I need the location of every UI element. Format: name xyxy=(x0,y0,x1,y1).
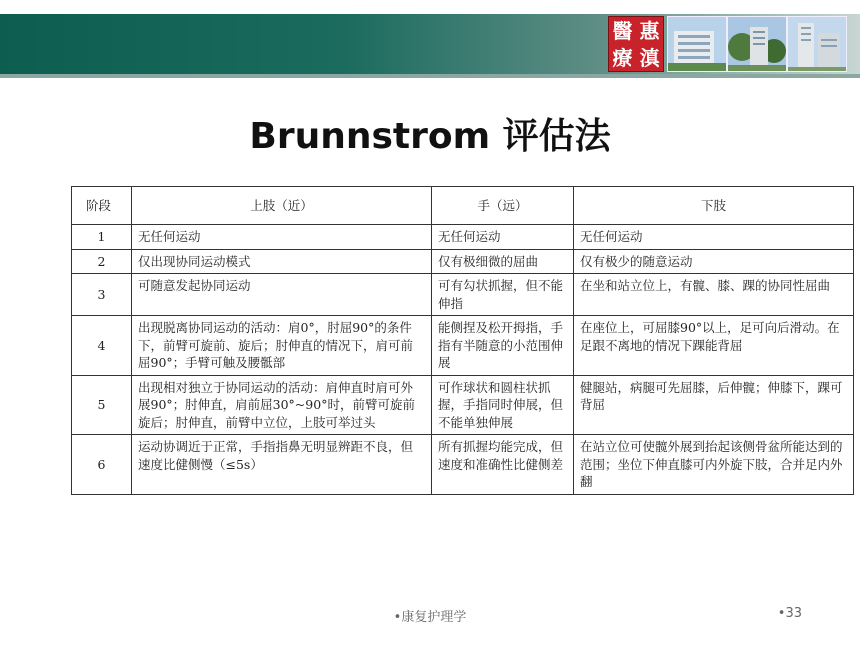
logo-char: 醫 xyxy=(612,18,633,43)
lower-limb-cell: 在坐和站立位上，有髋、膝、踝的协同性屈曲 xyxy=(574,274,854,316)
table-row xyxy=(72,274,854,316)
stage-cell: 4 xyxy=(72,316,132,376)
stage-cell: 1 xyxy=(72,225,132,250)
lower-limb-cell: 健腿站，病腿可先屈膝，后伸髋；伸膝下，踝可背屈 xyxy=(574,375,854,435)
page-title: Brunnstrom 评估法 xyxy=(249,116,611,157)
lower-limb-cell: 仅有极少的随意运动 xyxy=(574,249,854,274)
stage-cell: 6 xyxy=(72,435,132,495)
lower-limb-cell: 在站立位可使髋外展到抬起该侧骨盆所能达到的范围；坐位下伸直膝可内外旋下肢，合并足内外翻 xyxy=(574,435,854,495)
hospital-photo-1 xyxy=(667,16,727,72)
stage-cell: 5 xyxy=(72,375,132,435)
hospital-photo-2 xyxy=(727,16,787,72)
hospital-photo-3 xyxy=(787,16,847,72)
logo-char: 滇 xyxy=(639,45,660,70)
table-row xyxy=(72,249,854,274)
header-lower-limb: 下肢 xyxy=(574,187,854,225)
stage-cell: 2 xyxy=(72,249,132,274)
upper-limb-cell: 仅出现协同运动模式 xyxy=(132,249,432,274)
brunnstrom-table xyxy=(71,186,854,495)
page-number: •33 xyxy=(777,606,802,621)
upper-limb-cell: 运动协调近于正常，手指指鼻无明显辨距不良，但速度比健侧慢（≤5s） xyxy=(132,435,432,495)
upper-limb-cell: 出现脱离协同运动的活动：肩0°，肘屈90°的条件下，前臂可旋前、旋后；肘伸直的情况下，肩可前屈90°；手臂可触及腰骶部 xyxy=(132,316,432,376)
header-divider xyxy=(0,74,860,78)
header-upper-limb: 上肢（近） xyxy=(132,187,432,225)
table-row xyxy=(72,225,854,250)
table-row xyxy=(72,316,854,376)
lower-limb-cell: 在座位上，可屈膝90°以上，足可向后滑动。在足跟不离地的情况下踝能背屈 xyxy=(574,316,854,376)
hand-cell: 仅有极细微的屈曲 xyxy=(432,249,574,274)
hand-cell: 可有勾状抓握，但不能伸指 xyxy=(432,274,574,316)
table-header-row xyxy=(72,187,854,225)
upper-limb-cell: 可随意发起协同运动 xyxy=(132,274,432,316)
lower-limb-cell: 无任何运动 xyxy=(574,225,854,250)
upper-limb-cell: 出现相对独立于协同运动的活动：肩伸直时肩可外展90°；肘伸直，肩前屈30°~90°时，前臂可旋前旋后；肘伸直，前臂中立位，上肢可举过头 xyxy=(132,375,432,435)
hand-cell: 所有抓握均能完成，但速度和准确性比健侧差 xyxy=(432,435,574,495)
upper-limb-cell: 无任何运动 xyxy=(132,225,432,250)
hospital-logo xyxy=(608,16,664,72)
hand-cell: 能侧捏及松开拇指，手指有半随意的小范围伸展 xyxy=(432,316,574,376)
footer-course-name: •康复护理学 xyxy=(393,610,467,625)
table-row xyxy=(72,375,854,435)
stage-cell: 3 xyxy=(72,274,132,316)
table-row xyxy=(72,435,854,495)
hand-cell: 无任何运动 xyxy=(432,225,574,250)
header-stage: 阶段 xyxy=(72,187,132,225)
logo-char: 療 xyxy=(612,45,633,70)
header-hand: 手（远） xyxy=(432,187,574,225)
logo-char: 惠 xyxy=(639,18,660,43)
hand-cell: 可作球状和圆柱状抓握，手指同时伸展，但不能单独伸展 xyxy=(432,375,574,435)
